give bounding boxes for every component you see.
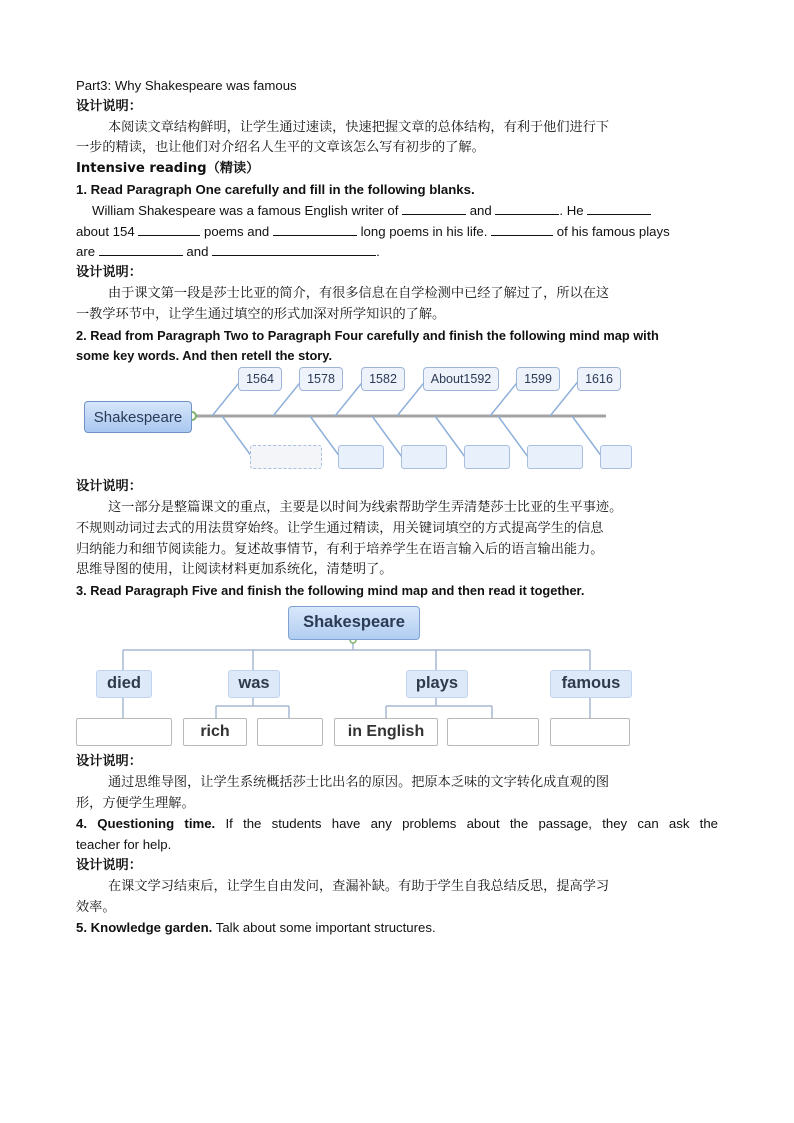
answer-slot[interactable] <box>250 445 322 469</box>
design-label: 设计说明： <box>76 753 142 769</box>
tree-leaf-rich: rich <box>183 718 247 746</box>
year-box: About1592 <box>423 367 499 391</box>
task1-text: poems and <box>204 223 270 239</box>
task1-line-2 <box>76 222 718 243</box>
tree-root: Shakespeare <box>288 606 420 640</box>
answer-slot[interactable] <box>527 445 583 469</box>
task5-line <box>76 918 718 939</box>
year-box: 1564 <box>238 367 282 391</box>
task5-title: 5. Knowledge garden. <box>76 920 213 936</box>
design-label: 设计说明： <box>76 479 142 495</box>
tree-leaf-blank[interactable] <box>447 718 539 746</box>
design-label: 设计说明： <box>76 857 142 873</box>
design-note-1-line-1: 本阅读文章结构鲜明，让学生通过速读，快速把握文章的总体结构，有利于他们进行下 <box>108 119 610 135</box>
part-title: Part3: Why Shakespeare was famous <box>76 78 297 93</box>
fill-blank[interactable] <box>587 201 651 215</box>
design-note-3-line-2: 不规则动词过去式的用法贯穿始终。让学生通过精读，用关键词填空的方式提高学生的信息 <box>76 520 604 536</box>
fill-blank[interactable] <box>402 201 466 215</box>
year-box: 1578 <box>299 367 343 391</box>
task1-text: long poems in his life. <box>360 223 488 239</box>
tree-leaf-blank[interactable] <box>76 718 172 746</box>
design-label: 设计说明： <box>76 265 142 281</box>
fishbone-mind-map <box>0 367 794 477</box>
intensive-heading: Intensive reading（精读） <box>76 161 260 177</box>
tree-node-plays: plays <box>406 670 468 698</box>
answer-slot[interactable] <box>338 445 384 469</box>
year-box: 1599 <box>516 367 560 391</box>
tree-leaf-blank[interactable] <box>257 718 323 746</box>
tree-leaf-in-english: in English <box>334 718 438 746</box>
design-note-3-line-3: 归纳能力和细节阅读能力。复述故事情节，有利于培养学生在语言输入后的语言输出能力。 <box>76 541 604 557</box>
task1-text: . He <box>559 202 584 218</box>
task1-text: William Shakespeare was a famous English writer of <box>92 202 399 218</box>
task1-text: of his famous plays <box>556 223 670 239</box>
year-box: 1616 <box>577 367 621 391</box>
answer-slot[interactable] <box>600 445 632 469</box>
year-box: 1582 <box>361 367 405 391</box>
fishbone-bone <box>222 416 252 457</box>
task1-text: and <box>186 244 209 260</box>
task1-line-3 <box>76 242 718 263</box>
tree-node-famous: famous <box>550 670 632 698</box>
fill-blank[interactable] <box>99 242 183 256</box>
task1-text: . <box>376 244 380 260</box>
design-note-5-line-2: 效率。 <box>76 899 116 915</box>
design-note-3-line-1: 这一部分是整篇课文的重点，主要是以时间为线索帮助学生弄清楚莎士比亚的生平事迹。 <box>108 499 623 515</box>
task4-line-2: teacher for help. <box>76 837 172 853</box>
document-page <box>76 76 718 939</box>
task2-title-line-1: 2. Read from Paragraph Two to Paragraph Four carefully and finish the following mind map with <box>76 327 659 343</box>
design-note-5-line-1: 在课文学习结束后，让学生自由发问，查漏补缺。有助于学生自我总结反思，提高学习 <box>108 878 610 894</box>
tree-node-was: was <box>228 670 280 698</box>
design-note-1-line-2: 一步的精读，也让他们对介绍名人生平的文章该怎么写有初步的了解。 <box>76 140 485 156</box>
answer-slot[interactable] <box>464 445 510 469</box>
design-note-4-line-1: 通过思维导图，让学生系统概括莎士比出名的原因。把原本乏味的文字转化成直观的图 <box>108 774 610 790</box>
design-label: 设计说明： <box>76 98 142 114</box>
fill-blank[interactable] <box>495 201 559 215</box>
task4-line-1 <box>76 814 718 835</box>
fill-blank[interactable] <box>212 242 376 256</box>
design-note-3-line-4: 思维导图的使用，让阅读材料更加系统化，清楚明了。 <box>76 562 393 578</box>
design-note-4-line-2: 形，方便学生理解。 <box>76 795 195 811</box>
task1-line-1 <box>76 201 718 222</box>
tree-mind-map <box>0 602 794 752</box>
design-note-2-line-2: 一教学环节中，让学生通过填空的形式加深对所学知识的了解。 <box>76 306 446 322</box>
task4-title: 4. Questioning time. <box>76 816 216 832</box>
fill-blank[interactable] <box>273 222 357 236</box>
tree-leaf-blank[interactable] <box>550 718 630 746</box>
task3-title: 3. Read Paragraph Five and finish the following mind map and then read it together. <box>76 583 585 599</box>
task1-title: 1. Read Paragraph One carefully and fill in the following blanks. <box>76 181 475 197</box>
task2-title-line-2: some key words. And then retell the story. <box>76 348 332 364</box>
tree-node-died: died <box>96 670 152 698</box>
fill-blank[interactable] <box>491 222 553 236</box>
fishbone-head: Shakespeare <box>84 401 192 433</box>
fill-blank[interactable] <box>138 222 200 236</box>
task1-text: and <box>469 202 492 218</box>
answer-slot[interactable] <box>401 445 447 469</box>
task1-text: about 154 <box>76 223 135 239</box>
task4-text: If the students have any problems about the passage, they can ask the <box>225 816 719 832</box>
task1-text: are <box>76 244 96 260</box>
task5-text: Talk about some important structures. <box>215 920 436 936</box>
design-note-2-line-1: 由于课文第一段是莎士比亚的简介，有很多信息在自学检测中已经了解过了，所以在这 <box>108 285 610 301</box>
